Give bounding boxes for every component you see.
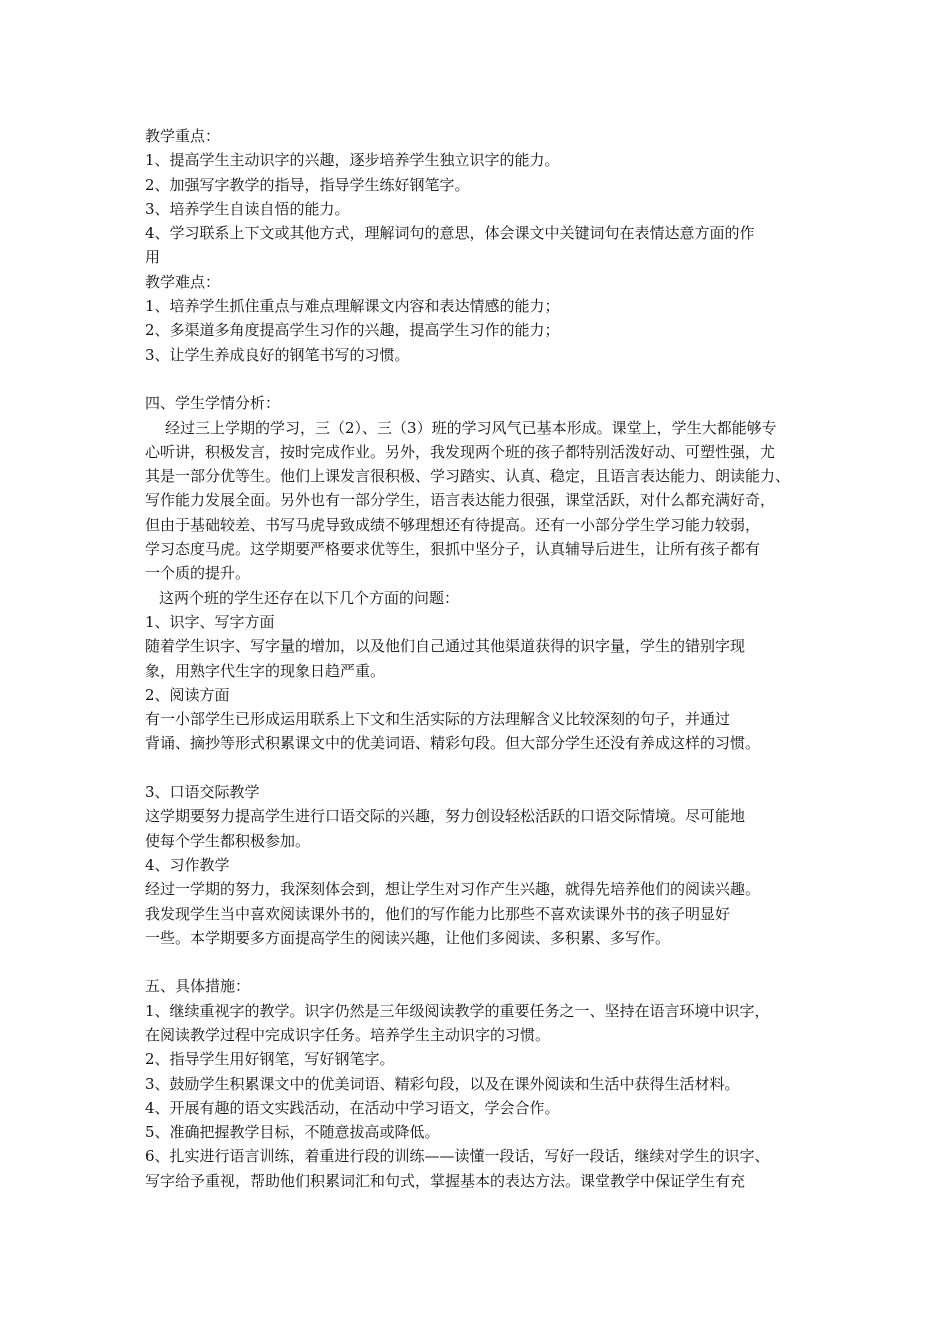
spacer [145,367,813,391]
issue-title: 3、口语交际教学 [145,783,260,802]
key-point-item: 4、学习联系上下文或其他方式，理解词句的意思，体会课文中关键词句在表情达意方面的作 [145,224,755,243]
measure-item: 2、指导学生用好钢笔，写好钢笔字。 [145,1050,395,1069]
issue-text-line: 使每个学生都积极参加。 [145,831,311,850]
measure-item: 3、鼓励学生积累课文中的优美词语、精彩句段，以及在课外阅读和生活中获得生活材料。 [145,1074,740,1093]
measure-item: 6、扎实进行语言训练，着重进行段的训练——读懂一段话，写好一段话，继续对学生的识字、 [145,1147,770,1166]
analysis-paragraph-line: 心听讲，积极发言，按时完成作业。另外，我发现两个班的孩子都特别活泼好动、可塑性强，尤 [145,442,776,461]
difficulty-item: 3、让学生养成良好的钢笔书写的习惯。 [145,345,410,364]
issue-text-line: 背诵、摘抄等形式积累课文中的优美词语、精彩句段。但大部分学生还没有养成这样的习惯。 [145,734,761,753]
spacer [145,950,813,974]
issue-text-line: 这学期要努力提高学生进行口语交际的兴趣，努力创设轻松活跃的口语交际情境。尽可能地 [145,807,746,826]
document-page [145,124,813,1193]
issue-text-line: 经过一学期的努力，我深刻体会到，想让学生对习作产生兴趣，就得先培养他们的阅读兴趣。 [145,880,761,899]
difficulty-item: 2、多渠道多角度提高学生习作的兴趣，提高学生习作的能力； [145,321,560,340]
key-point-item: 2、加强写字教学的指导，指导学生练好钢笔字。 [145,175,470,194]
issue-text-line: 一些。本学期要多方面提高学生的阅读兴趣，让他们多阅读、多积累、多写作。 [145,928,671,947]
issue-title: 2、阅读方面 [145,685,230,704]
difficulty-item: 1、培养学生抓住重点与难点理解课文内容和表达情感的能力； [145,297,560,316]
measure-item: 写字给予重视，帮助他们积累词汇和句式，掌握基本的表达方法。课堂教学中保证学生有充 [145,1171,746,1190]
issue-text-line: 我发现学生当中喜欢阅读课外书的，他们的写作能力比那些不喜欢读课外书的孩子明显好 [145,904,731,923]
analysis-paragraph-line: 其是一部分优等生。他们上课发言很积极、学习踏实、认真、稳定，且语言表达能力、朗读能力、 [145,467,791,486]
section5-heading: 五、具体措施： [145,977,251,996]
issues-intro: 这两个班的学生还存在以下几个方面的问题： [159,588,460,607]
measure-item: 1、继续重视字的教学。识字仍然是三年级阅读教学的重要任务之一、坚持在语言环境中识字， [145,1001,770,1020]
analysis-paragraph-line: 经过三上学期的学习，三（2）、三（3）班的学习风气已基本形成。课堂上，学生大都能够专 [165,418,777,437]
issue-title: 4、习作教学 [145,855,230,874]
measure-item: 5、准确把握教学目标，不随意拔高或降低。 [145,1123,440,1142]
section4-heading: 四、学生学情分析： [145,394,281,413]
measure-item: 4、开展有趣的语文实践活动，在活动中学习语文，学会合作。 [145,1098,560,1117]
difficulties-heading: 教学难点： [145,272,221,291]
issue-text-line: 象，用熟字代生字的现象日趋严重。 [145,661,386,680]
issue-text-line: 有一小部学生已形成运用联系上下文和生活实际的方法理解含义比较深刻的句子，并通过 [145,710,731,729]
key-point-item: 1、提高学生主动识字的兴趣，逐步培养学生独立识字的能力。 [145,151,560,170]
analysis-paragraph-line: 学习态度马虎。这学期要严格要求优等生，狠抓中坚分子，认真辅导后进生，让所有孩子都有 [145,540,761,559]
analysis-paragraph-line: 但由于基础较差、书写马虎导致成绩不够理想还有待提高。还有一小部分学生学习能力较弱， [145,515,761,534]
analysis-paragraph-line: 写作能力发展全面。另外也有一部分学生，语言表达能力很强，课堂活跃，对什么都充满好奇， [145,491,776,510]
key-points-heading: 教学重点： [145,127,221,145]
issue-title: 1、识字、写字方面 [145,612,275,631]
measure-item: 在阅读教学过程中完成识字任务。培养学生主动识字的习惯。 [145,1025,551,1044]
spacer [145,756,813,780]
key-point-item: 3、培养学生自读自悟的能力。 [145,199,350,218]
analysis-paragraph-line: 一个质的提升。 [145,564,251,583]
key-point-item-continuation: 用 [145,248,161,267]
issue-text-line: 随着学生识字、写字量的增加，以及他们自己通过其他渠道获得的识字量，学生的错别字现 [145,637,746,656]
